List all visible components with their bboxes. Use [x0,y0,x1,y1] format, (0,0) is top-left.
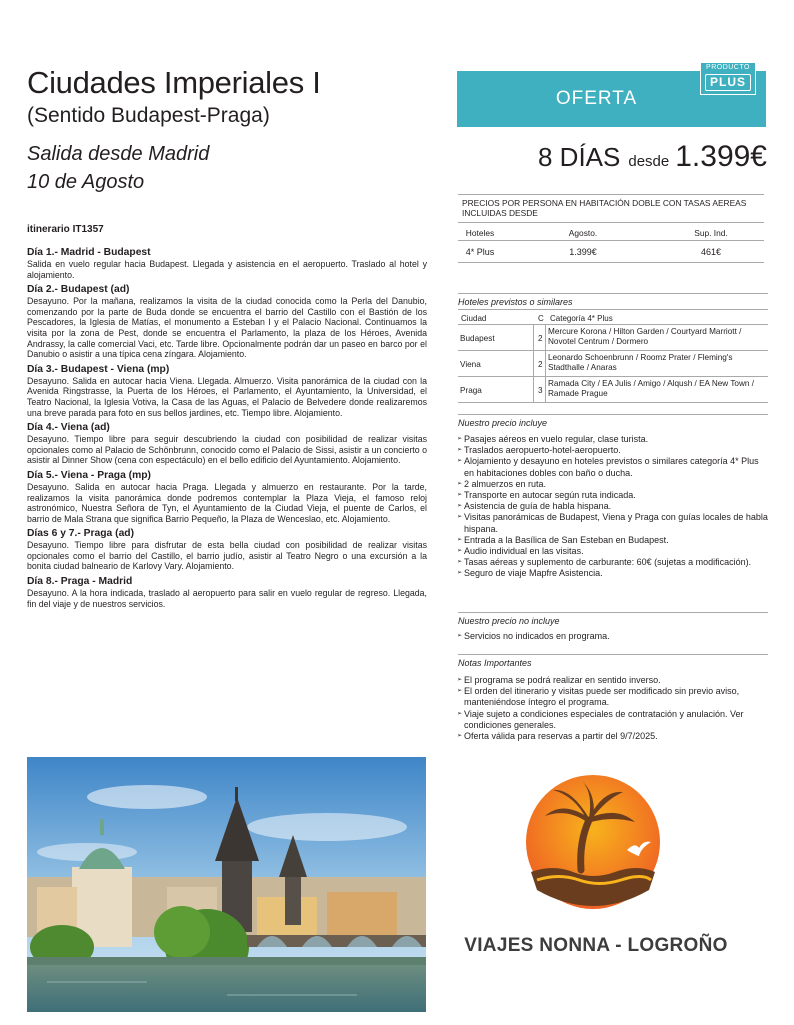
hotel-nights: 2 [538,334,543,343]
badge-top-text: PRODUCTO [706,64,750,71]
table-row [458,242,764,262]
hotels-col-category: Categoría 4* Plus [550,314,613,323]
itinerary-days [27,247,427,613]
list-item: ➢ Visitas panorámicas de Budapest, Viena y Praga con guías locales de habla hispana. [458,512,770,534]
hotel-city: Viena [460,360,481,369]
includes-title: Nuestro precio incluye [458,418,548,428]
hotel-nights: 2 [538,360,543,369]
august-price: 1.399€ [569,247,597,257]
route-subtitle: (Sentido Budapest-Praga) [27,104,270,127]
offer-label: OFERTA [555,88,638,109]
day-title: Días 6 y 7.- Praga (ad) [27,528,135,540]
column-divider [545,324,546,402]
price-note: PRECIOS POR PERSONA EN HABITACIÓN DOBLE CON TASAS AEREAS INCLUIDAS DESDE [462,198,747,218]
col-header-month: Agosto. [568,228,598,238]
price-table-header [458,226,764,240]
list-item: ➢ Traslados aeropuerto-hotel-aeropuerto. [458,445,770,456]
day-title: Día 8.- Praga - Madrid [27,576,133,588]
departure-date: 10 de Agosto [27,171,145,193]
itinerary-day [27,470,427,524]
column-divider [533,324,534,402]
divider [458,194,764,195]
itinerary-day [27,284,427,360]
day-description: Desayuno. Tiempo libre para seguir descubriendo la ciudad con posibilidad de realizar visitas opcionales como al Palacio de Schönbrunn, conocido como el Palacio de Sissi, asistir a un concierto o asistir al Dinner Show (cena con espectáculo) en el bello edificio del Ayuntamiento. Alojamiento. [27,434,427,466]
itinerary-day [27,422,427,466]
hotels-title: Hoteles previstos o similares [458,297,573,307]
divider [458,324,768,325]
hotel-city: Praga [460,386,482,395]
price-amount: 1.399€ [675,140,767,173]
single-supplement: 461€ [700,247,722,257]
trip-duration: 8 DÍAS [537,142,621,172]
list-item: ➢ Entrada a la Basílica de San Esteban en Budapest. [458,535,770,546]
list-item: ➢ El programa se podrá realizar en sentido inverso. [458,675,770,686]
hotels-col-nights: C [538,314,544,323]
day-title: Día 5.- Viena - Praga (mp) [27,469,151,481]
divider [458,240,764,241]
day-title: Día 1.- Madrid - Budapest [27,247,151,258]
day-title: Día 3.- Budapest - Viena (mp) [27,363,170,375]
day-description: Salida en vuelo regular hacia Budapest. Llegada y asistencia en el aeropuerto. Traslado al hotel y alojamiento. [27,259,427,280]
day-title: Día 4.- Viena (ad) [27,422,110,434]
itinerary-code: itinerario IT1357 [27,224,104,235]
hotels-col-city: Ciudad [461,314,487,323]
hotel-names: Mercure Korona / Hilton Garden / Courtyard Marriott / Novotel Centrum / Dormero [548,327,742,346]
list-item: ➢ Seguro de viaje Mapfre Asistencia. [458,568,770,579]
prague-photo [27,757,426,1012]
badge-bottom-text: PLUS [705,74,751,91]
excludes-title: Nuestro precio no incluye [458,616,560,626]
day-description: Desayuno. Salida en autocar hacia Praga. Llegada y almuerzo en restaurante. Por la tarde, realizamos la visita panorámica donde podremos contemplar la Plaza Vieja, el famoso reloj astronómico, Nuestra Señora de Tyn, el Ayuntamiento de la Ciudad Vieja, el puente de Carlos, el barrio de Mala Strana que significa Barrio Pequeño, la Plaza de Wenceslao, etc. Alojamiento. [27,481,427,524]
col-header-hotels: Hoteles [465,228,495,238]
divider [458,376,768,377]
price-headline [455,140,767,174]
hotel-nights: 3 [538,386,543,395]
day-title: Día 2.- Budapest (ad) [27,284,130,296]
divider [458,612,768,613]
hotel-city: Budapest [460,334,495,343]
list-item: ➢ Tasas aéreas y suplemento de carburante: 60€ (sujetas a modificación). [458,557,770,568]
col-header-single-supplement: Sup. Ind. [694,228,728,238]
hotel-category: 4* Plus [465,247,495,257]
list-item: ➢ Servicios no indicados en programa. [458,631,770,642]
list-item: ➢ Viaje sujeto a condiciones especiales de contratación y anulación. Ver condiciones generales. [458,709,770,731]
itinerary-day [27,247,427,280]
divider [458,309,768,310]
day-description: Desayuno. Por la mañana, realizamos la visita de la ciudad conocida como la Perla del Danubio, comenzando por la parte de Buda donde se encuentra el barrio del Castillo con el Bastión de los Pescadores, la Iglesia de Matías, el monumento a Esteban I y el Palacio Nacional. Continuamos la visita por la zona de Pest, donde se encuentra el Parlamento, la plaza de los Héroes, Avenida Andrassy, la calle comercial Vaci, etc. Tarde libre. Opcionalmente podrán dar un paseo en barco por el Danubio o asistir a una típica cena zíngara. Alojamiento. [27,296,427,360]
itinerary-day [27,364,427,418]
day-description: Desayuno. A la hora indicada, traslado al aeropuerto para salir en vuelo regular de regreso. Llegada, fin del viaje y de nuestros servicios. [27,588,427,609]
itinerary-day [27,576,427,609]
departure-city: Salida desde Madrid [27,143,210,165]
divider [458,414,768,415]
agency-name: VIAJES NONNA - LOGROÑO [464,935,728,956]
divider [458,402,768,403]
page-title: Ciudades Imperiales I [27,65,321,100]
divider [458,262,764,263]
day-description: Desayuno. Tiempo libre para disfrutar de esta bella ciudad con posibilidad de realizar visitas opcionales como el barrio del Castillo, el barrio judío, asistir al Teatro Negro o una excursión a la bonita ciudad balneario de Karlovy Vary. Alojamiento. [27,540,427,572]
notes-title: Notas Importantes [458,658,532,668]
itinerary-day [27,528,427,572]
divider [458,222,764,223]
divider [458,350,768,351]
list-item: ➢ El orden del itinerario y visitas puede ser modificado sin previo aviso, manteniéndose íntegro el programa. [458,686,770,708]
producto-plus-badge [700,62,756,95]
from-label: desde [628,153,670,170]
day-description: Desayuno. Salida en autocar hacia Viena. Llegada. Almuerzo. Visita panorámica de la ciudad con la Avenida Ringstrasse, la Puerta de los Héroes, el Parlamento, el Ayuntamiento, la Universidad, el Teatro Nacional, la Iglesia Votiva, la Casa de las Aguas, el Palacio de Belvedere donde realizaremos una breve parada para foto en sus bellos jardines, etc. Tiempo libre. Alojamiento. [27,375,427,418]
agency-logo [523,772,663,912]
list-item: ➢ 2 almuerzos en ruta. [458,479,770,490]
list-item: ➢ Oferta válida para reservas a partir del 9/7/2025. [458,731,770,742]
divider [458,654,768,655]
includes-list [458,434,770,580]
notes-list [458,675,770,742]
list-item: ➢ Audio individual en las visitas. [458,546,770,557]
list-item: ➢ Alojamiento y desayuno en hoteles previstos o similares categoría 4* Plus en habitaciones dobles con baño o ducha. [458,456,770,478]
hotel-names: Ramada City / EA Julis / Amigo / Alqush / EA New Town / Ramade Prague [548,379,754,398]
list-item: ➢ Pasajes aéreos en vuelo regular, clase turista. [458,434,770,445]
list-item: ➢ Asistencia de guía de habla hispana. [458,501,770,512]
hotel-names: Leonardo Schoenbrunn / Roomz Prater / Fleming's Stadthalle / Anaras [548,353,733,372]
excludes-list [458,631,770,642]
divider [458,293,768,294]
list-item: ➢ Transporte en autocar según ruta indicada. [458,490,770,501]
